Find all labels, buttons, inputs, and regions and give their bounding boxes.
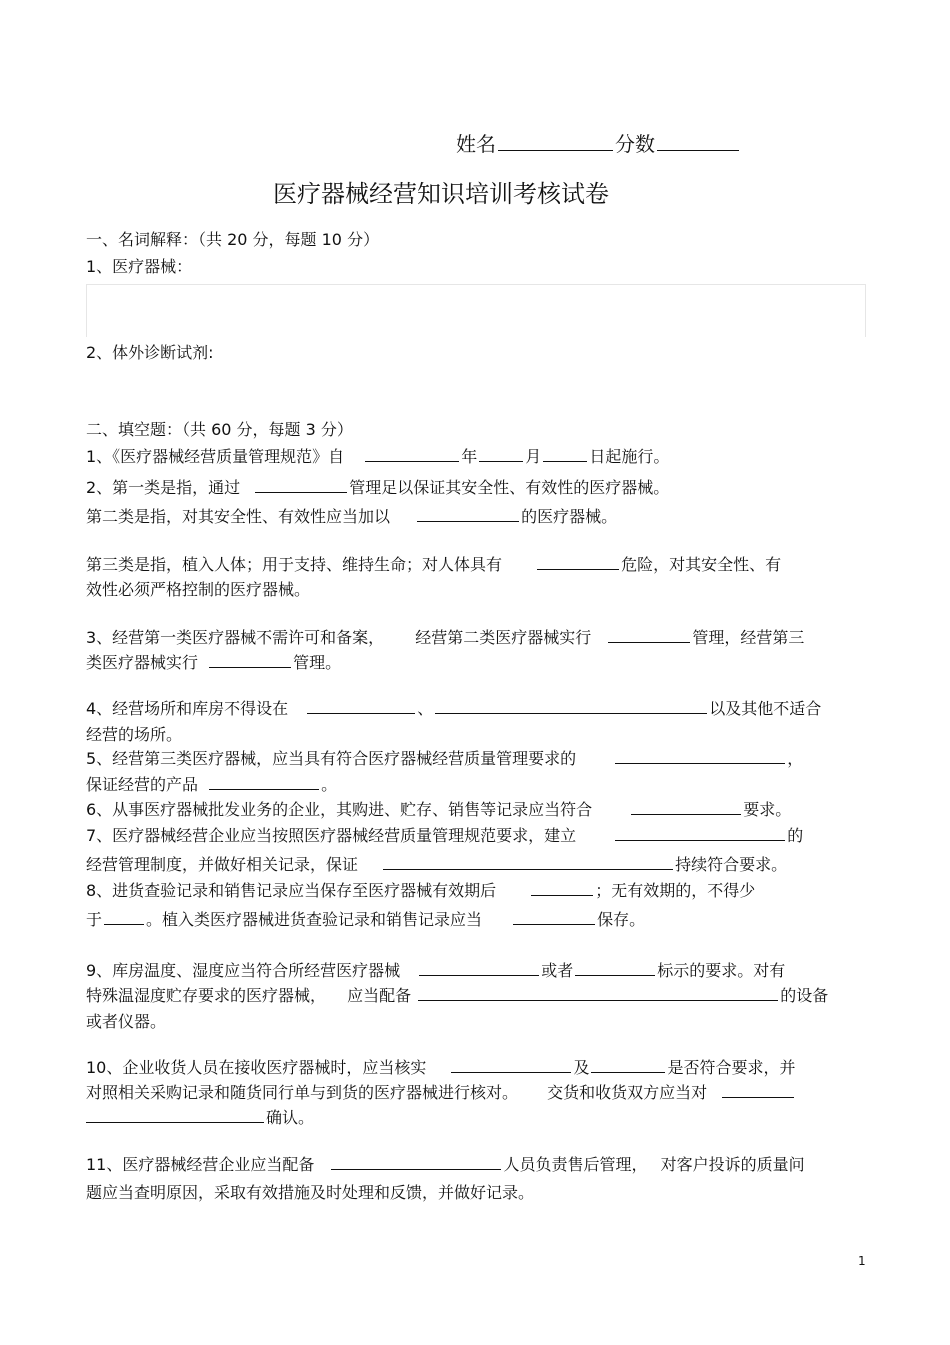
- name-label: 姓名: [456, 132, 496, 156]
- blank-month[interactable]: [479, 447, 523, 462]
- fill-question-10-line3: 确认。: [86, 1105, 314, 1128]
- blank[interactable]: [209, 775, 319, 790]
- answer-box[interactable]: [86, 284, 866, 337]
- fill-question-8-line1: 8、进货查验记录和销售记录应当保存至医疗器械有效期后 ；无有效期的，不得少: [86, 881, 756, 900]
- blank[interactable]: [255, 478, 347, 493]
- blank[interactable]: [531, 881, 593, 896]
- blank[interactable]: [451, 1058, 571, 1073]
- blank[interactable]: [537, 555, 619, 570]
- fill-question-3-line1: 3、经营第一类医疗器械不需许可和备案， 经营第二类医疗器械实行 管理，经营第三: [86, 628, 805, 647]
- fill-question-4-line2: 经营的场所。: [86, 725, 183, 744]
- fill-question-8-line2: 于 。植入类医疗器械进货查验记录和销售记录应当 保存。: [86, 910, 646, 929]
- blank[interactable]: [575, 961, 655, 976]
- fill-question-7-line2: 经营管理制度，并做好相关记录，保证 持续符合要求。: [86, 855, 788, 874]
- blank[interactable]: [331, 1155, 501, 1170]
- fill-question-4-line1: 4、经营场所和库房不得设在 、 以及其他不适合: [86, 699, 822, 718]
- blank-day[interactable]: [543, 447, 587, 462]
- blank[interactable]: [419, 961, 539, 976]
- page-number: 1: [858, 1254, 866, 1268]
- blank[interactable]: [418, 986, 778, 1001]
- section1-question-1: 1、医疗器械：: [86, 257, 193, 276]
- blank[interactable]: [86, 1108, 264, 1123]
- fill-question-7-line1: 7、医疗器械经营企业应当按照医疗器械经营质量管理规范要求，建立 的: [86, 826, 804, 845]
- score-field[interactable]: [657, 136, 739, 151]
- fill-question-11-line1: 11、医疗器械经营企业应当配备 人员负责售后管理， 对客户投诉的质量问: [86, 1155, 805, 1174]
- fill-question-3-line2: 类医疗器械实行 管理。: [86, 653, 342, 672]
- blank[interactable]: [307, 699, 415, 714]
- blank[interactable]: [615, 749, 785, 764]
- blank-year[interactable]: [365, 447, 459, 462]
- fill-question-5-line2: 保证经营的产品 。: [86, 775, 338, 794]
- fill-question-9-line1: 9、库房温度、湿度应当符合所经营医疗器械 或者 标示的要求。对有: [86, 961, 786, 980]
- exam-title: 医疗器械经营知识培训考核试卷: [273, 180, 609, 208]
- blank[interactable]: [209, 653, 291, 668]
- fill-question-2-line4: 效性必须严格控制的医疗器械。: [86, 580, 311, 599]
- fill-question-1: 1、《医疗器械经营质量管理规范》自 年 月 日起施行。: [86, 447, 670, 466]
- section2-heading: 二、填空题：（共 60 分，每题 3 分）: [86, 420, 353, 439]
- fill-question-9-line2: 特殊温湿度贮存要求的医疗器械， 应当配备 的设备: [86, 986, 829, 1005]
- blank[interactable]: [722, 1083, 794, 1098]
- blank[interactable]: [104, 910, 144, 925]
- blank[interactable]: [513, 910, 595, 925]
- blank[interactable]: [608, 628, 690, 643]
- fill-question-2-line2: 第二类是指，对其安全性、有效性应当加以 的医疗器械。: [86, 507, 618, 526]
- fill-question-6: 6、从事医疗器械批发业务的企业，其购进、贮存、销售等记录应当符合 要求。: [86, 800, 792, 819]
- fill-question-9-line3: 或者仪器。: [86, 1012, 167, 1031]
- fill-question-2-line3: 第三类是指，植入人体；用于支持、维持生命；对人体具有 危险，对其安全性、有: [86, 555, 782, 574]
- name-field[interactable]: [498, 136, 613, 151]
- blank[interactable]: [591, 1058, 665, 1073]
- student-info-line: [456, 128, 741, 157]
- section1-heading: 一、名词解释：（共 20 分，每题 10 分）: [86, 230, 380, 249]
- fill-question-5-line1: 5、经营第三类医疗器械，应当具有符合医疗器械经营质量管理要求的 ，: [86, 749, 804, 768]
- section1-question-2: 2、体外诊断试剂:: [86, 343, 214, 362]
- score-label: 分数: [615, 132, 655, 156]
- blank[interactable]: [435, 699, 707, 714]
- blank[interactable]: [631, 800, 741, 815]
- blank[interactable]: [383, 855, 673, 870]
- fill-question-11-line2: 题应当查明原因，采取有效措施及时处理和反馈，并做好记录。: [86, 1183, 535, 1202]
- fill-question-10-line1: 10、企业收货人员在接收医疗器械时，应当核实 及 是否符合要求，并: [86, 1058, 796, 1077]
- fill-question-2-line1: 2、第一类是指，通过 管理足以保证其安全性、有效性的医疗器械。: [86, 478, 670, 497]
- fill-question-10-line2: 对照相关采购记录和随货同行单与到货的医疗器械进行核对。 交货和收货双方应当对: [86, 1080, 796, 1103]
- blank[interactable]: [417, 507, 519, 522]
- blank[interactable]: [615, 826, 785, 841]
